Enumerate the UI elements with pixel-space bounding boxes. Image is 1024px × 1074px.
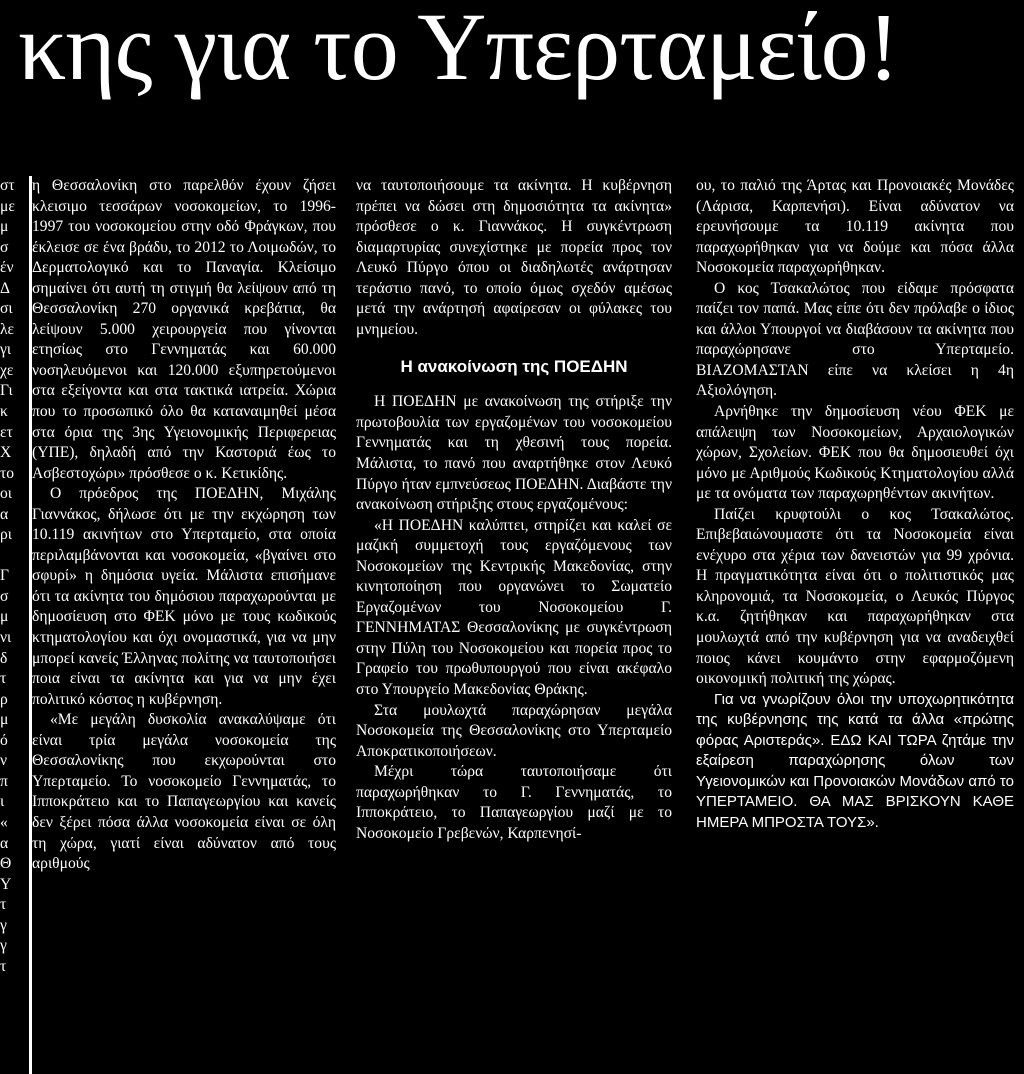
- paragraph: Για να γνωρίζουν όλοι την υποχωρητικότητα της κυβέρνησης της κατά τα άλλα «πρώτης φόρας Αριστεράς». ΕΔΩ ΚΑΙ ΤΩΡΑ ζητάμε την εξαίρεση παραχώρησης όλων των Υγειονομικών και Προνοιακών Μονάδων από το ΥΠΕΡΤΑΜΕΙΟ. ΘΑ ΜΑΣ ΒΡΙΣΚΟΥΝ ΚΑΘΕ ΗΜΕΡΑ ΜΠΡΟΣΤΑ ΤΟΥΣ».: [696, 690, 1014, 831]
- paragraph: Η ΠΟΕΔΗΝ με ανακοίνωση της στήριξε την πρωτοβουλία των εργαζομένων του νοσοκομείου Γεννηματάς και τη χθεσινή τους πορεία. Μάλιστα, το πανό που αναρτήθηκε στον Λευκό Πύργο ήταν εμπνεύσεως ΠΟΕΔΗΝ. Διαβάστε την ανακοίνωση στήριξης στους εργαζομένους:: [356, 393, 672, 514]
- edge-fragment: μ: [0, 608, 9, 626]
- paragraph: ου, το παλιό της Άρτας και Προνοιακές Μονάδες (Λάρισα, Καρπενήσι). Είναι αδύνατον να ερευνήσουμε τα 10.119 ακίνητα που παραχωρήθηκαν για να δούμε και πόσα άλλα Νοσοκομεία παραχωρήθηκαν.: [696, 177, 1014, 277]
- edge-fragment: γ: [0, 937, 7, 955]
- edge-fragment: μ: [0, 711, 9, 729]
- paragraph: «Η ΠΟΕΔΗΝ καλύπτει, στηρίζει και καλεί σε μαζική συμμετοχή τους εργαζόμενους των Νοσοκομείων της Κεντρικής Μακεδονίας, στην κινητοποίηση που οργανώνει το Σωματείο Εργαζομένων του Νοσοκομείου Γ. ΓΕΝΝΗΜΑΤΑΣ Θεσσαλονίκης με συγκέντρωση στην Πύλη του Νοσοκομείου και πορεία προς το Γραφείο του πρωθυπουργού που είναι ακέφαλο στο Υπουργείο Μακεδονίας Θράκης.: [356, 516, 672, 699]
- edge-fragment: έν: [0, 259, 14, 277]
- paragraph: «Με μεγάλη δυσκολία ανακαλύψαμε ότι είναι τρία μεγάλα νοσοκομεία της Θεσσαλονίκης που εκχωρούνται στο Υπερταμείο. Το νοσοκομείο Γεννηματάς, το Ιπποκράτειο και το Παπαγεωργίου και κανείς δεν ξέρει πόσα άλλα νοσοκομεία είναι σε όλη τη χώρα, γιατί είναι αδύνατον από τους αριθμούς: [32, 711, 336, 873]
- edge-fragment: ν: [0, 752, 8, 770]
- left-edge-fragments: [0, 176, 31, 977]
- edge-fragment: ετ: [0, 423, 13, 441]
- paragraph: Ο πρόεδρος της ΠΟΕΔΗΝ, Μιχάλης Γιαννάκος, δήλωσε ότι με την εκχώρηση των 10.119 ακινήτων στο Υπερταμείο, στα οποία περιλαμβάνονται και νοσοκομεία, «βγαίνει στο σφυρί» η δημόσια υγεία. Μάλιστα επισήμανε ότι τα ακίνητα του δημόσιου παραχωρούνται με δημοσίευση στο ΦΕΚ μόνο με τους κωδικούς κτηματολογίου και όχι ονομαστικά, για να μην μπορεί κανείς Έλληνας πολίτης να ταυτοποιήσει ποια είναι τα ακίνητα και για να μην έχει πολιτικό κόστος η κυβέρνηση.: [32, 485, 336, 708]
- edge-fragment: λε: [0, 320, 15, 338]
- headline: κης για το Υπερταμείο!: [18, 0, 899, 100]
- edge-fragment: Υ: [0, 875, 12, 893]
- edge-fragment: Γ: [0, 567, 10, 585]
- edge-fragment: Γι: [0, 382, 13, 400]
- edge-fragment: τ: [0, 896, 7, 914]
- edge-fragment: χε: [0, 361, 14, 379]
- edge-fragment: ρ: [0, 690, 8, 708]
- edge-fragment: ι: [0, 793, 5, 811]
- edge-fragment: δ: [0, 649, 8, 667]
- paragraph: η Θεσσαλονίκη στο παρελθόν έχουν ζήσει κλεισιμο τεσσάρων νοσοκομείων, το 1996- 1997 του νοσοκομείου στην οδό Φράγκων, που έκλεισε σε ένα βράδυ, το 2012 το Λοιμωδών, το Δερματολογικό και το Παναγία. Κλείσιμο σημαίνει ότι αυτή τη στιγμή θα λείψουν από τη Θεσσαλονίκη 270 οργανικά κρεβάτια, θα λείψουν 5.000 χειρουργεία που γίνονται ετησίως στο Γεννηματάς και 60.000 νοσηλευόμενοι και 120.000 εξυπηρετούμενοι στα εξείγοντα και στα τακτικά ιατρεία. Χώρια που το προσωπικό όλο θα καταναιμηθεί μέσα στα όρια της 3ης Υγειονομικής Περιφερειας (ΥΠΕ), δηλαδή από την Καστοριά έως το Ασβεστοχώρι» πρόσθεσε ο κ. Κετικίδης.: [32, 177, 336, 482]
- edge-fragment: τ: [0, 957, 7, 975]
- edge-fragment: το: [0, 464, 15, 482]
- edge-fragment: σι: [0, 300, 13, 318]
- article-column-2: [356, 176, 672, 844]
- edge-fragment: [0, 546, 31, 567]
- edge-fragment: Χ: [0, 444, 12, 462]
- edge-fragment: μ: [0, 218, 9, 236]
- edge-fragment: ρι: [0, 526, 12, 544]
- edge-fragment: με: [0, 197, 15, 215]
- edge-fragment: σ: [0, 587, 9, 605]
- edge-fragment: Δ: [0, 279, 11, 297]
- subheading: Η ανακοίνωση της ΠΟΕΔΗΝ: [400, 357, 628, 377]
- edge-fragment: «: [0, 813, 8, 831]
- edge-fragment: οι: [0, 485, 12, 503]
- paragraph: Αρνήθηκε την δημοσίευση νέου ΦΕΚ με απάλειψη των Νοσοκομείων, Αρχαιολογικών χώρων, Σχολείων. ΦΕΚ που θα δημοσιευθεί όχι μόνο με Αριθμούς Κωδικούς Κτηματολογίου αλλά με τα ονόματα των παραχωρηθέντων ακινήτων.: [696, 403, 1014, 503]
- article-column-1: [32, 176, 336, 875]
- edge-fragment: νι: [0, 629, 12, 647]
- edge-fragment: Θ: [0, 855, 12, 873]
- edge-fragment: στ: [0, 177, 15, 194]
- paragraph: Παίζει κρυφτούλι ο κος Τσακαλώτος. Επιβεβαιώνουμαστε ότι τα Νοσοκομεία είναι ενέχυρο στα χέρια των δανειστών για 99 χρόνια. Η πραγματικότητα είναι ότι ο πολιτιστικός μας κληρονομιά, τα Νοσοκομεία, ο Λευκός Πύργος κ.α. ζητήθηκαν και παραχωρήθηκαν στα μουλωχτά από την κυβέρνηση για να αναδειχθεί ποιος κάνει κουμάντο στην εφαρμοζόμενη οικονομική πολιτική της χώρας.: [696, 505, 1014, 688]
- paragraph: να ταυτοποιήσουμε τα ακίνητα. Η κυβέρνηση πρέπει να δώσει στη δημοσιότητα τα ακίνητα» πρόσθεσε ο κ. Γιαννάκος. Η συγκέντρωση διαμαρτυρίας συνεχίστηκε με πορεία προς τον Λευκό Πύργο όπου οι διαδηλωτές ανάρτησαν τεράστιο πανό, το οποίο όμως σχεδόν αμέσως μετά την ανάρτησή αφαίρεσαν οι φύλακες του μνημείου.: [356, 177, 672, 338]
- edge-fragment: σ: [0, 238, 9, 256]
- paragraph: Στα μουλωχτά παραχώρησαν μεγάλα Νοσοκομεία της Θεσσαλονίκης στο Υπερταμείο Αποκρατικοποιήσεων.: [356, 701, 672, 760]
- edge-fragment: γι: [0, 341, 12, 359]
- article-column-3: [696, 176, 1014, 834]
- edge-fragment: γ: [0, 916, 7, 934]
- paragraph: Μέχρι τώρα ταυτοποιήσαμε ότι παραχωρήθηκαν το Γ. Γεννηματάς, το Ιπποκράτειο, το Παπαγεωργίου μαζί με το Νοσοκομείο Γρεβενών, Καρπενησί-: [356, 763, 672, 842]
- edge-fragment: α: [0, 834, 9, 852]
- edge-fragment: τ: [0, 670, 7, 688]
- edge-fragment: α: [0, 505, 9, 523]
- paragraph: Ο κος Τσακαλώτος που είδαμε πρόσφατα παίζει τον παπά. Μας είπε ότι δεν πρόλαβε ο ίδιος και άλλοι Υπουργοί να διαβάσουν τα ακίνητα που παραχώρησανε στο Υπερταμείο. ΒΙΑΖΟΜΑΣΤΑΝ είπε να κλείσει η 4η Αξιολόγηση.: [696, 279, 1014, 400]
- edge-fragment: ό: [0, 731, 8, 749]
- edge-fragment: π: [0, 772, 8, 790]
- edge-fragment: κ: [0, 403, 8, 421]
